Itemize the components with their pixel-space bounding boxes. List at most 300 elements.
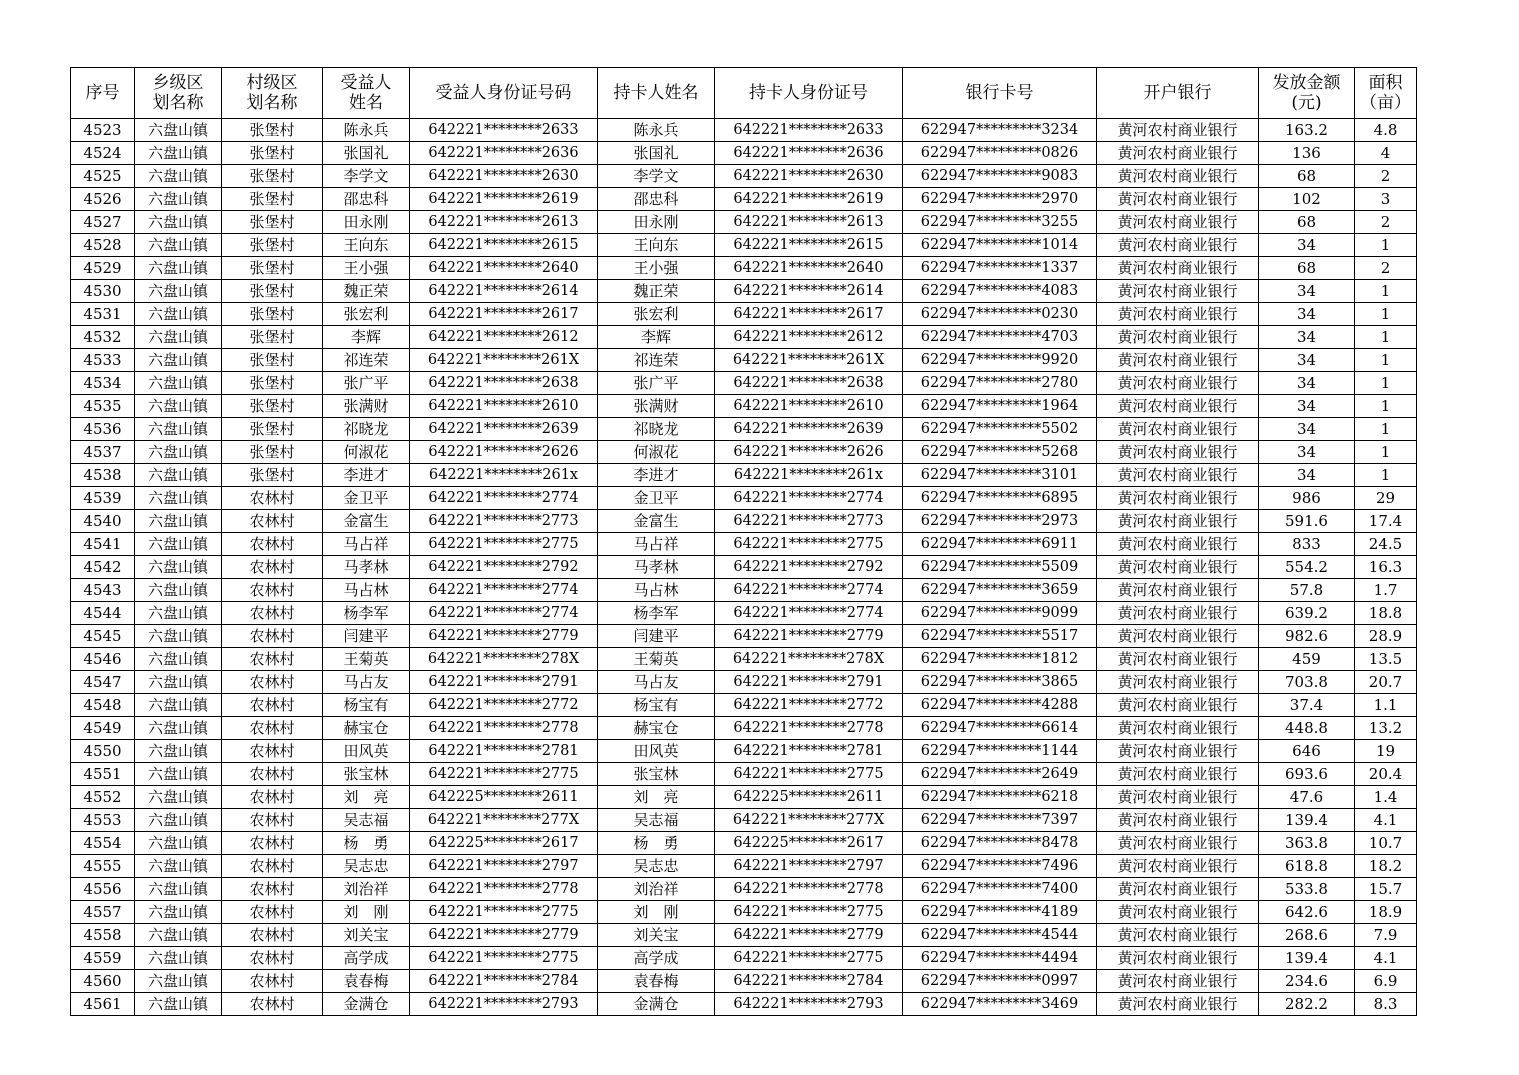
cell-area: 18.8 — [1355, 602, 1417, 625]
cell-cardholder-id: 642221********2778 — [715, 878, 903, 901]
cell-cardholder-id: 642221********2615 — [715, 234, 903, 257]
cell-amount: 693.6 — [1259, 763, 1355, 786]
table-row — [71, 395, 1417, 418]
cell-township: 六盘山镇 — [135, 786, 222, 809]
header-area: 面积 （亩） — [1355, 68, 1417, 119]
cell-cardholder-name: 张宝林 — [598, 763, 715, 786]
cell-cardholder-name: 金富生 — [598, 510, 715, 533]
cell-beneficiary-name: 刘治祥 — [323, 878, 410, 901]
cell-area: 1 — [1355, 372, 1417, 395]
cell-beneficiary-name: 吴志忠 — [323, 855, 410, 878]
cell-beneficiary-name: 马占友 — [323, 671, 410, 694]
cell-amount: 47.6 — [1259, 786, 1355, 809]
cell-area: 1.4 — [1355, 786, 1417, 809]
cell-area: 1.7 — [1355, 579, 1417, 602]
cell-beneficiary-id: 642221********2612 — [410, 326, 598, 349]
table-row — [71, 119, 1417, 142]
cell-area: 17.4 — [1355, 510, 1417, 533]
cell-village: 农林村 — [222, 786, 323, 809]
cell-serial: 4539 — [71, 487, 135, 510]
cell-beneficiary-name: 高学成 — [323, 947, 410, 970]
cell-cardholder-name: 金卫平 — [598, 487, 715, 510]
cell-beneficiary-id: 642221********2638 — [410, 372, 598, 395]
cell-serial: 4540 — [71, 510, 135, 533]
cell-cardholder-name: 刘 亮 — [598, 786, 715, 809]
cell-beneficiary-name: 杨宝有 — [323, 694, 410, 717]
cell-cardholder-id: 642221********2797 — [715, 855, 903, 878]
cell-village: 农林村 — [222, 602, 323, 625]
cell-serial: 4561 — [71, 993, 135, 1016]
cell-cardholder-id: 642221********2775 — [715, 763, 903, 786]
cell-beneficiary-name: 杨李军 — [323, 602, 410, 625]
cell-beneficiary-id: 642221********2791 — [410, 671, 598, 694]
cell-township: 六盘山镇 — [135, 257, 222, 280]
cell-serial: 4523 — [71, 119, 135, 142]
cell-township: 六盘山镇 — [135, 303, 222, 326]
cell-cardholder-id: 642221********2775 — [715, 947, 903, 970]
cell-area: 1 — [1355, 395, 1417, 418]
cell-township: 六盘山镇 — [135, 855, 222, 878]
cell-serial: 4533 — [71, 349, 135, 372]
cell-beneficiary-name: 祁连荣 — [323, 349, 410, 372]
cell-bank: 黄河农村商业银行 — [1097, 395, 1259, 418]
cell-township: 六盘山镇 — [135, 717, 222, 740]
table-row — [71, 257, 1417, 280]
cell-village: 张堡村 — [222, 234, 323, 257]
cell-beneficiary-name: 金满仓 — [323, 993, 410, 1016]
cell-bank-card: 622947*********1964 — [903, 395, 1097, 418]
cell-village: 张堡村 — [222, 464, 323, 487]
cell-beneficiary-name: 闫建平 — [323, 625, 410, 648]
cell-amount: 448.8 — [1259, 717, 1355, 740]
cell-amount: 646 — [1259, 740, 1355, 763]
cell-amount: 363.8 — [1259, 832, 1355, 855]
cell-village: 张堡村 — [222, 165, 323, 188]
cell-bank: 黄河农村商业银行 — [1097, 280, 1259, 303]
cell-cardholder-id: 642221********2775 — [715, 533, 903, 556]
table-row — [71, 280, 1417, 303]
table-row — [71, 510, 1417, 533]
cell-bank: 黄河农村商业银行 — [1097, 533, 1259, 556]
header-bank-card: 银行卡号 — [903, 68, 1097, 119]
cell-amount: 591.6 — [1259, 510, 1355, 533]
cell-village: 张堡村 — [222, 418, 323, 441]
header-township: 乡级区 划名称 — [135, 68, 222, 119]
cell-village: 农林村 — [222, 740, 323, 763]
cell-cardholder-name: 杨宝有 — [598, 694, 715, 717]
cell-bank-card: 622947*********4703 — [903, 326, 1097, 349]
cell-township: 六盘山镇 — [135, 763, 222, 786]
cell-bank-card: 622947*********3865 — [903, 671, 1097, 694]
cell-bank: 黄河农村商业银行 — [1097, 947, 1259, 970]
cell-bank: 黄河农村商业银行 — [1097, 372, 1259, 395]
cell-area: 1 — [1355, 303, 1417, 326]
cell-serial: 4559 — [71, 947, 135, 970]
cell-serial: 4530 — [71, 280, 135, 303]
cell-area: 13.5 — [1355, 648, 1417, 671]
cell-village: 农林村 — [222, 924, 323, 947]
cell-serial: 4526 — [71, 188, 135, 211]
cell-cardholder-name: 魏正荣 — [598, 280, 715, 303]
table-row — [71, 947, 1417, 970]
cell-amount: 554.2 — [1259, 556, 1355, 579]
cell-area: 16.3 — [1355, 556, 1417, 579]
cell-township: 六盘山镇 — [135, 165, 222, 188]
cell-village: 农林村 — [222, 763, 323, 786]
cell-area: 1 — [1355, 326, 1417, 349]
table-row — [71, 533, 1417, 556]
cell-serial: 4548 — [71, 694, 135, 717]
cell-beneficiary-name: 马占林 — [323, 579, 410, 602]
cell-township: 六盘山镇 — [135, 395, 222, 418]
cell-beneficiary-id: 642221********2797 — [410, 855, 598, 878]
table-row — [71, 694, 1417, 717]
cell-beneficiary-name: 马孝林 — [323, 556, 410, 579]
cell-amount: 618.8 — [1259, 855, 1355, 878]
cell-beneficiary-id: 642221********2792 — [410, 556, 598, 579]
cell-bank-card: 622947*********5268 — [903, 441, 1097, 464]
cell-township: 六盘山镇 — [135, 211, 222, 234]
header-serial: 序号 — [71, 68, 135, 119]
cell-bank-card: 622947*********1014 — [903, 234, 1097, 257]
cell-beneficiary-id: 642221********261x — [410, 464, 598, 487]
cell-cardholder-id: 642221********2617 — [715, 303, 903, 326]
cell-village: 张堡村 — [222, 303, 323, 326]
cell-beneficiary-name: 吴志福 — [323, 809, 410, 832]
cell-serial: 4529 — [71, 257, 135, 280]
cell-cardholder-id: 642221********2792 — [715, 556, 903, 579]
cell-bank: 黄河农村商业银行 — [1097, 234, 1259, 257]
cell-amount: 34 — [1259, 234, 1355, 257]
cell-township: 六盘山镇 — [135, 487, 222, 510]
cell-cardholder-id: 642221********261X — [715, 349, 903, 372]
cell-serial: 4550 — [71, 740, 135, 763]
cell-serial: 4527 — [71, 211, 135, 234]
cell-cardholder-id: 642221********2779 — [715, 924, 903, 947]
cell-beneficiary-id: 642225********2617 — [410, 832, 598, 855]
cell-cardholder-name: 高学成 — [598, 947, 715, 970]
cell-cardholder-name: 李辉 — [598, 326, 715, 349]
header-row — [71, 68, 1417, 119]
cell-beneficiary-name: 金富生 — [323, 510, 410, 533]
cell-bank: 黄河农村商业银行 — [1097, 855, 1259, 878]
cell-bank-card: 622947*********4189 — [903, 901, 1097, 924]
header-amount: 发放金额 (元) — [1259, 68, 1355, 119]
cell-bank: 黄河农村商业银行 — [1097, 119, 1259, 142]
cell-beneficiary-id: 642221********278X — [410, 648, 598, 671]
cell-beneficiary-name: 田风英 — [323, 740, 410, 763]
cell-township: 六盘山镇 — [135, 510, 222, 533]
cell-area: 20.4 — [1355, 763, 1417, 786]
cell-village: 农林村 — [222, 625, 323, 648]
cell-township: 六盘山镇 — [135, 694, 222, 717]
cell-beneficiary-name: 王菊英 — [323, 648, 410, 671]
cell-cardholder-name: 马占祥 — [598, 533, 715, 556]
cell-township: 六盘山镇 — [135, 809, 222, 832]
cell-area: 1 — [1355, 349, 1417, 372]
cell-village: 农林村 — [222, 809, 323, 832]
cell-village: 农林村 — [222, 855, 323, 878]
cell-beneficiary-id: 642221********2779 — [410, 625, 598, 648]
cell-bank-card: 622947*********6911 — [903, 533, 1097, 556]
cell-cardholder-id: 642221********2619 — [715, 188, 903, 211]
cell-bank: 黄河农村商业银行 — [1097, 993, 1259, 1016]
cell-bank-card: 622947*********9083 — [903, 165, 1097, 188]
cell-bank-card: 622947*********4494 — [903, 947, 1097, 970]
cell-beneficiary-id: 642221********2773 — [410, 510, 598, 533]
cell-township: 六盘山镇 — [135, 234, 222, 257]
table-row — [71, 142, 1417, 165]
cell-township: 六盘山镇 — [135, 970, 222, 993]
cell-amount: 136 — [1259, 142, 1355, 165]
cell-township: 六盘山镇 — [135, 280, 222, 303]
cell-beneficiary-name: 刘 刚 — [323, 901, 410, 924]
cell-cardholder-id: 642221********2638 — [715, 372, 903, 395]
cell-bank: 黄河农村商业银行 — [1097, 924, 1259, 947]
cell-area: 20.7 — [1355, 671, 1417, 694]
cell-cardholder-id: 642221********277X — [715, 809, 903, 832]
cell-cardholder-name: 何淑花 — [598, 441, 715, 464]
cell-bank: 黄河农村商业银行 — [1097, 694, 1259, 717]
cell-amount: 268.6 — [1259, 924, 1355, 947]
cell-bank-card: 622947*********3659 — [903, 579, 1097, 602]
cell-area: 19 — [1355, 740, 1417, 763]
cell-amount: 34 — [1259, 326, 1355, 349]
cell-cardholder-id: 642221********2610 — [715, 395, 903, 418]
cell-village: 张堡村 — [222, 372, 323, 395]
cell-serial: 4536 — [71, 418, 135, 441]
cell-bank-card: 622947*********5509 — [903, 556, 1097, 579]
cell-bank: 黄河农村商业银行 — [1097, 901, 1259, 924]
cell-township: 六盘山镇 — [135, 188, 222, 211]
cell-cardholder-id: 642221********2636 — [715, 142, 903, 165]
cell-township: 六盘山镇 — [135, 464, 222, 487]
cell-cardholder-name: 邵忠科 — [598, 188, 715, 211]
cell-area: 13.2 — [1355, 717, 1417, 740]
cell-serial: 4557 — [71, 901, 135, 924]
cell-village: 农林村 — [222, 510, 323, 533]
cell-amount: 639.2 — [1259, 602, 1355, 625]
cell-cardholder-name: 张宏利 — [598, 303, 715, 326]
cell-cardholder-id: 642221********2626 — [715, 441, 903, 464]
cell-bank-card: 622947*********1144 — [903, 740, 1097, 763]
table-row — [71, 349, 1417, 372]
cell-bank-card: 622947*********2649 — [903, 763, 1097, 786]
cell-bank-card: 622947*********7397 — [903, 809, 1097, 832]
cell-township: 六盘山镇 — [135, 648, 222, 671]
cell-area: 24.5 — [1355, 533, 1417, 556]
cell-amount: 986 — [1259, 487, 1355, 510]
cell-beneficiary-name: 李进才 — [323, 464, 410, 487]
cell-beneficiary-id: 642221********2772 — [410, 694, 598, 717]
cell-bank-card: 622947*********2973 — [903, 510, 1097, 533]
cell-amount: 234.6 — [1259, 970, 1355, 993]
cell-bank-card: 622947*********3101 — [903, 464, 1097, 487]
cell-bank: 黄河农村商业银行 — [1097, 970, 1259, 993]
cell-beneficiary-id: 642221********2615 — [410, 234, 598, 257]
cell-bank: 黄河农村商业银行 — [1097, 326, 1259, 349]
cell-beneficiary-name: 金卫平 — [323, 487, 410, 510]
cell-cardholder-id: 642225********2611 — [715, 786, 903, 809]
cell-serial: 4558 — [71, 924, 135, 947]
cell-serial: 4553 — [71, 809, 135, 832]
cell-cardholder-id: 642221********2781 — [715, 740, 903, 763]
cell-village: 农林村 — [222, 487, 323, 510]
cell-bank-card: 622947*********2970 — [903, 188, 1097, 211]
cell-township: 六盘山镇 — [135, 372, 222, 395]
cell-amount: 533.8 — [1259, 878, 1355, 901]
cell-bank: 黄河农村商业银行 — [1097, 809, 1259, 832]
cell-area: 4.8 — [1355, 119, 1417, 142]
cell-cardholder-name: 张国礼 — [598, 142, 715, 165]
cell-cardholder-id: 642221********2633 — [715, 119, 903, 142]
cell-beneficiary-name: 张广平 — [323, 372, 410, 395]
cell-village: 农林村 — [222, 694, 323, 717]
cell-township: 六盘山镇 — [135, 119, 222, 142]
cell-area: 1 — [1355, 464, 1417, 487]
cell-cardholder-id: 642221********261x — [715, 464, 903, 487]
cell-cardholder-name: 李学文 — [598, 165, 715, 188]
cell-serial: 4535 — [71, 395, 135, 418]
cell-bank: 黄河农村商业银行 — [1097, 188, 1259, 211]
cell-cardholder-id: 642221********2612 — [715, 326, 903, 349]
cell-bank: 黄河农村商业银行 — [1097, 303, 1259, 326]
table-row — [71, 579, 1417, 602]
cell-bank: 黄河农村商业银行 — [1097, 648, 1259, 671]
cell-village: 农林村 — [222, 556, 323, 579]
cell-beneficiary-name: 张宝林 — [323, 763, 410, 786]
cell-township: 六盘山镇 — [135, 878, 222, 901]
cell-bank-card: 622947*********2780 — [903, 372, 1097, 395]
cell-area: 2 — [1355, 257, 1417, 280]
cell-serial: 4544 — [71, 602, 135, 625]
cell-beneficiary-id: 642221********2778 — [410, 878, 598, 901]
cell-amount: 37.4 — [1259, 694, 1355, 717]
cell-beneficiary-id: 642221********2775 — [410, 947, 598, 970]
cell-area: 4.1 — [1355, 947, 1417, 970]
cell-cardholder-id: 642221********2774 — [715, 579, 903, 602]
cell-serial: 4537 — [71, 441, 135, 464]
cell-beneficiary-id: 642221********2775 — [410, 533, 598, 556]
table-row — [71, 303, 1417, 326]
cell-beneficiary-id: 642221********2793 — [410, 993, 598, 1016]
cell-beneficiary-id: 642221********2640 — [410, 257, 598, 280]
table-row — [71, 326, 1417, 349]
table-row — [71, 165, 1417, 188]
table-row — [71, 418, 1417, 441]
cell-cardholder-id: 642221********2779 — [715, 625, 903, 648]
cell-bank-card: 622947*********3255 — [903, 211, 1097, 234]
cell-cardholder-id: 642221********2640 — [715, 257, 903, 280]
cell-beneficiary-name: 邵忠科 — [323, 188, 410, 211]
cell-serial: 4547 — [71, 671, 135, 694]
cell-township: 六盘山镇 — [135, 349, 222, 372]
table-body — [71, 119, 1417, 1016]
cell-serial: 4531 — [71, 303, 135, 326]
cell-bank-card: 622947*********0826 — [903, 142, 1097, 165]
cell-area: 1 — [1355, 441, 1417, 464]
table-row — [71, 970, 1417, 993]
header-village: 村级区 划名称 — [222, 68, 323, 119]
cell-bank: 黄河农村商业银行 — [1097, 556, 1259, 579]
cell-area: 28.9 — [1355, 625, 1417, 648]
cell-beneficiary-name: 李辉 — [323, 326, 410, 349]
cell-beneficiary-id: 642221********2619 — [410, 188, 598, 211]
cell-beneficiary-name: 祁晓龙 — [323, 418, 410, 441]
table-row — [71, 188, 1417, 211]
table-row — [71, 487, 1417, 510]
cell-amount: 163.2 — [1259, 119, 1355, 142]
cell-cardholder-id: 642221********2630 — [715, 165, 903, 188]
cell-beneficiary-id: 642221********2633 — [410, 119, 598, 142]
cell-amount: 833 — [1259, 533, 1355, 556]
cell-cardholder-name: 祁连荣 — [598, 349, 715, 372]
table-row — [71, 901, 1417, 924]
cell-beneficiary-id: 642221********2614 — [410, 280, 598, 303]
cell-cardholder-name: 张满财 — [598, 395, 715, 418]
cell-township: 六盘山镇 — [135, 602, 222, 625]
cell-cardholder-name: 袁春梅 — [598, 970, 715, 993]
header-bank: 开户银行 — [1097, 68, 1259, 119]
cell-area: 29 — [1355, 487, 1417, 510]
cell-serial: 4534 — [71, 372, 135, 395]
cell-village: 张堡村 — [222, 142, 323, 165]
cell-bank-card: 622947*********0230 — [903, 303, 1097, 326]
cell-serial: 4556 — [71, 878, 135, 901]
cell-beneficiary-id: 642221********2617 — [410, 303, 598, 326]
cell-bank: 黄河农村商业银行 — [1097, 349, 1259, 372]
cell-bank: 黄河农村商业银行 — [1097, 786, 1259, 809]
cell-cardholder-id: 642221********2775 — [715, 901, 903, 924]
cell-area: 1.1 — [1355, 694, 1417, 717]
cell-village: 张堡村 — [222, 441, 323, 464]
cell-amount: 139.4 — [1259, 947, 1355, 970]
table-row — [71, 211, 1417, 234]
cell-cardholder-id: 642225********2617 — [715, 832, 903, 855]
cell-cardholder-name: 王菊英 — [598, 648, 715, 671]
cell-bank: 黄河农村商业银行 — [1097, 464, 1259, 487]
cell-beneficiary-name: 何淑花 — [323, 441, 410, 464]
cell-village: 张堡村 — [222, 211, 323, 234]
cell-village: 农林村 — [222, 648, 323, 671]
cell-amount: 34 — [1259, 418, 1355, 441]
cell-amount: 68 — [1259, 165, 1355, 188]
cell-amount: 34 — [1259, 395, 1355, 418]
cell-bank-card: 622947*********6614 — [903, 717, 1097, 740]
cell-area: 6.9 — [1355, 970, 1417, 993]
cell-township: 六盘山镇 — [135, 533, 222, 556]
cell-township: 六盘山镇 — [135, 326, 222, 349]
cell-bank-card: 622947*********7496 — [903, 855, 1097, 878]
cell-serial: 4545 — [71, 625, 135, 648]
cell-amount: 68 — [1259, 257, 1355, 280]
cell-bank: 黄河农村商业银行 — [1097, 165, 1259, 188]
cell-bank-card: 622947*********8478 — [903, 832, 1097, 855]
cell-amount: 642.6 — [1259, 901, 1355, 924]
cell-area: 1 — [1355, 418, 1417, 441]
cell-amount: 34 — [1259, 303, 1355, 326]
cell-bank-card: 622947*********0997 — [903, 970, 1097, 993]
cell-cardholder-name: 马占林 — [598, 579, 715, 602]
table-row — [71, 763, 1417, 786]
cell-bank-card: 622947*********4288 — [903, 694, 1097, 717]
cell-amount: 102 — [1259, 188, 1355, 211]
cell-bank-card: 622947*********1812 — [903, 648, 1097, 671]
cell-beneficiary-name: 杨 勇 — [323, 832, 410, 855]
cell-beneficiary-id: 642221********2630 — [410, 165, 598, 188]
cell-township: 六盘山镇 — [135, 579, 222, 602]
cell-township: 六盘山镇 — [135, 947, 222, 970]
